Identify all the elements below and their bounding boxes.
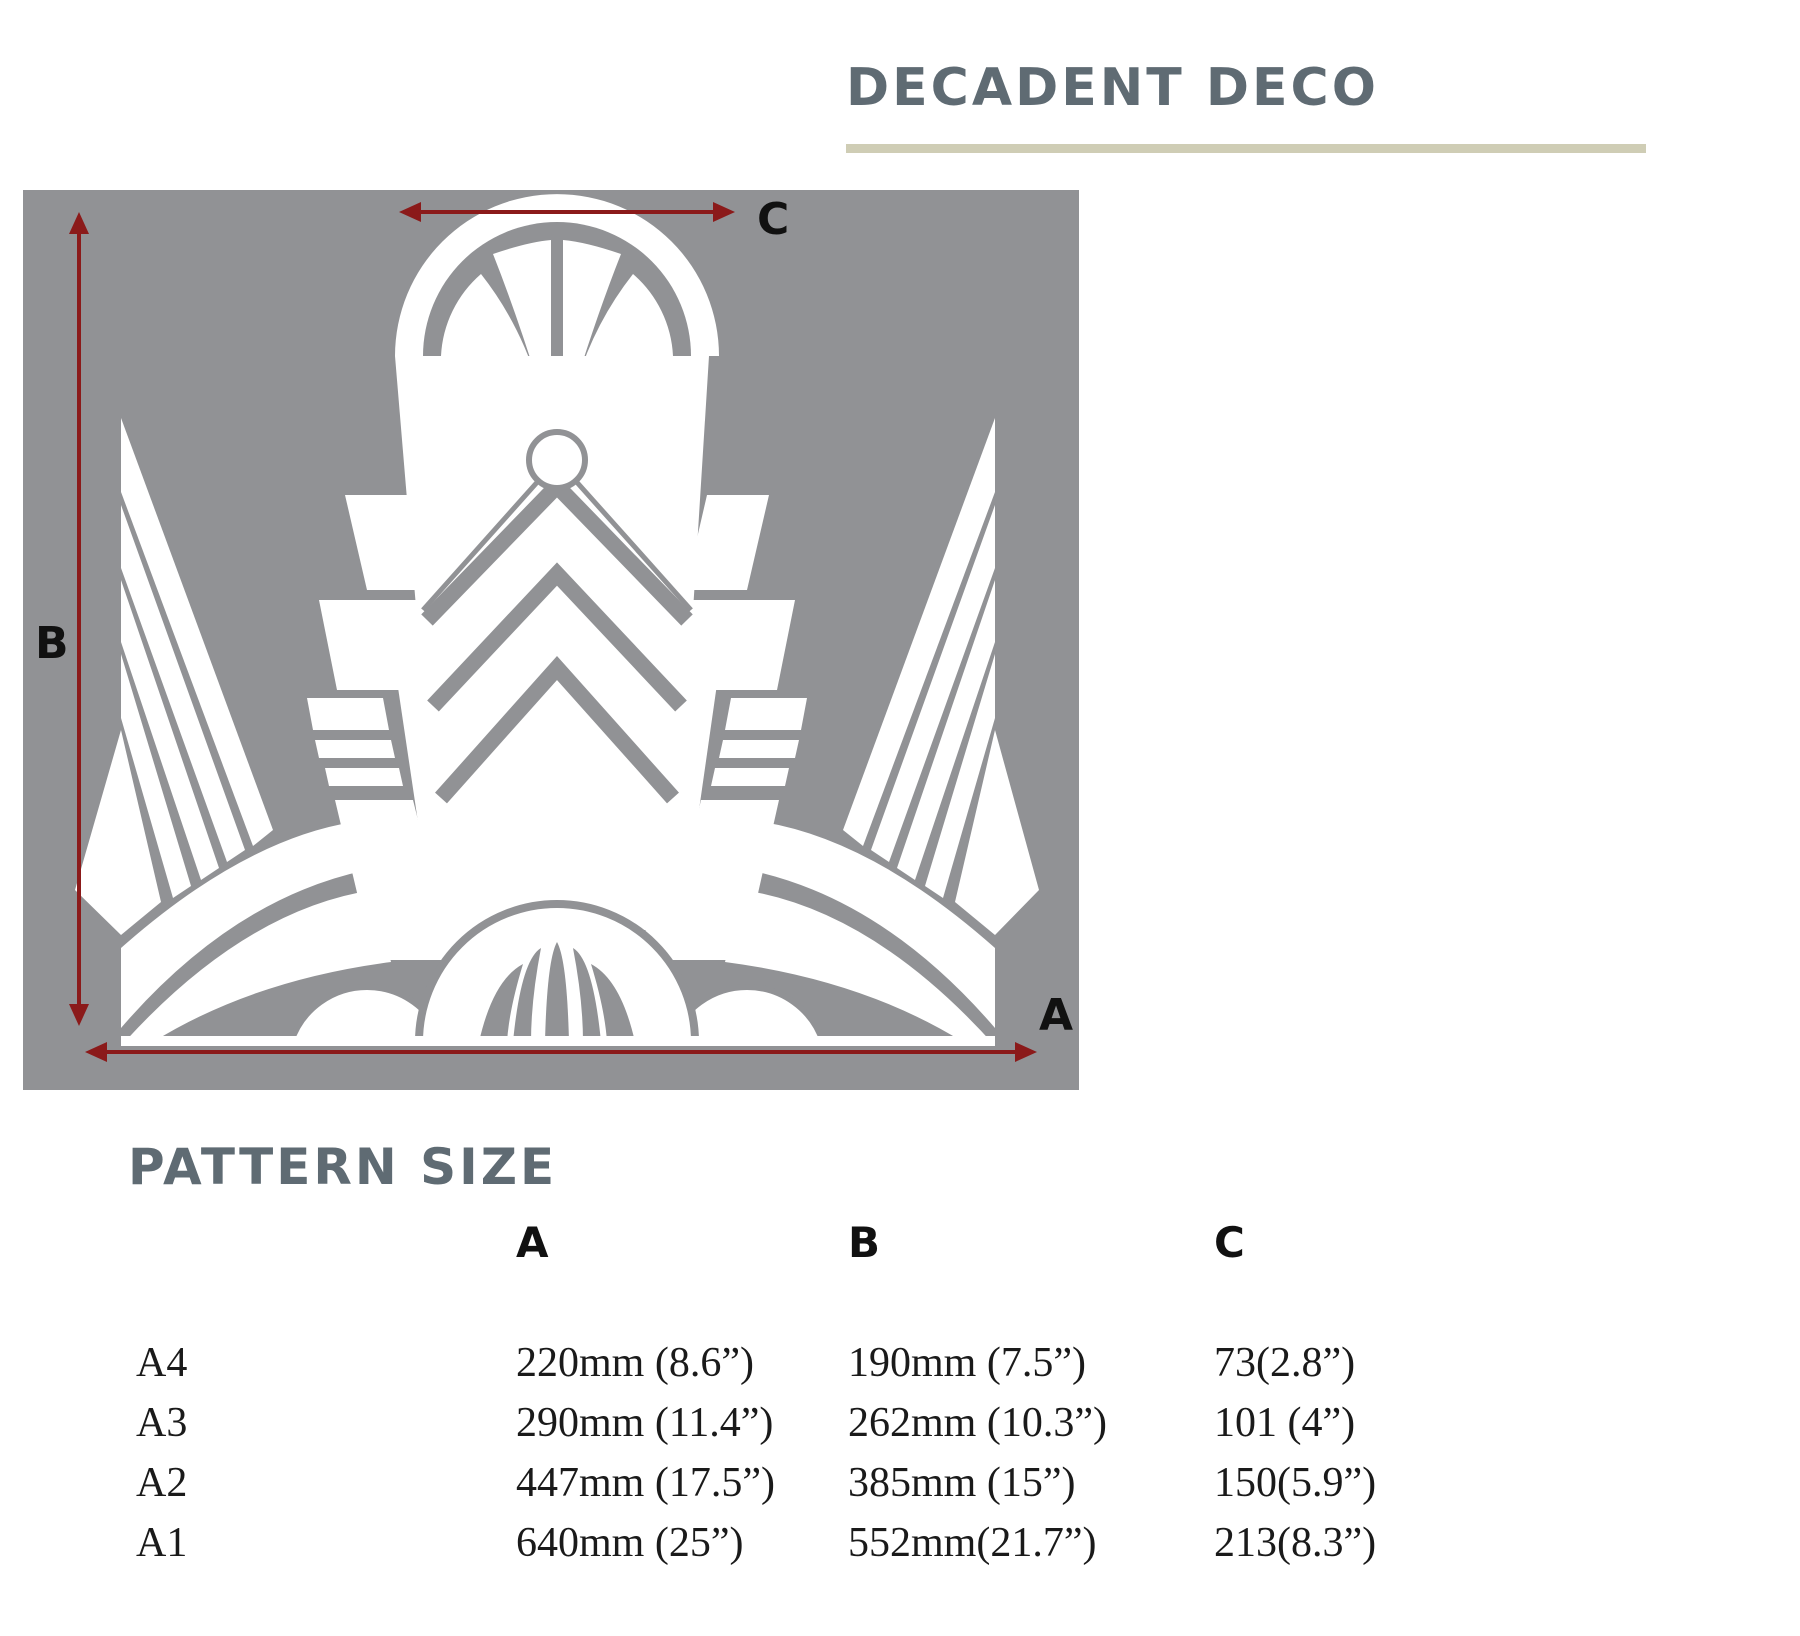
column-header-b: B [848,1218,881,1267]
a2-dimension-b: 385mm (15”) [848,1460,1076,1506]
column-header-a: A [516,1218,549,1267]
dimension-label-c: C [757,194,790,245]
size-label-a1: A1 [136,1520,188,1566]
a4-dimension-c: 73(2.8”) [1214,1340,1356,1386]
pattern-size-heading: PATTERN SIZE [128,1138,558,1196]
a2-dimension-a: 447mm (17.5”) [516,1460,775,1506]
a1-dimension-b: 552mm(21.7”) [848,1520,1097,1566]
dimension-label-b: B [35,618,69,669]
a4-dimension-b: 190mm (7.5”) [848,1340,1086,1386]
size-label-a3: A3 [136,1400,188,1446]
size-label-a4: A4 [136,1340,188,1386]
column-header-c: C [1214,1218,1245,1267]
a1-dimension-c: 213(8.3”) [1214,1520,1377,1566]
a4-dimension-a: 220mm (8.6”) [516,1340,754,1386]
page-title: DECADENT DECO [846,58,1379,118]
a1-dimension-a: 640mm (25”) [516,1520,744,1566]
size-label-a2: A2 [136,1460,188,1506]
a3-dimension-c: 101 (4”) [1214,1400,1356,1446]
a3-dimension-b: 262mm (10.3”) [848,1400,1107,1446]
a2-dimension-c: 150(5.9”) [1214,1460,1377,1506]
dimension-label-a: A [1039,990,1074,1041]
a3-dimension-a: 290mm (11.4”) [516,1400,774,1446]
